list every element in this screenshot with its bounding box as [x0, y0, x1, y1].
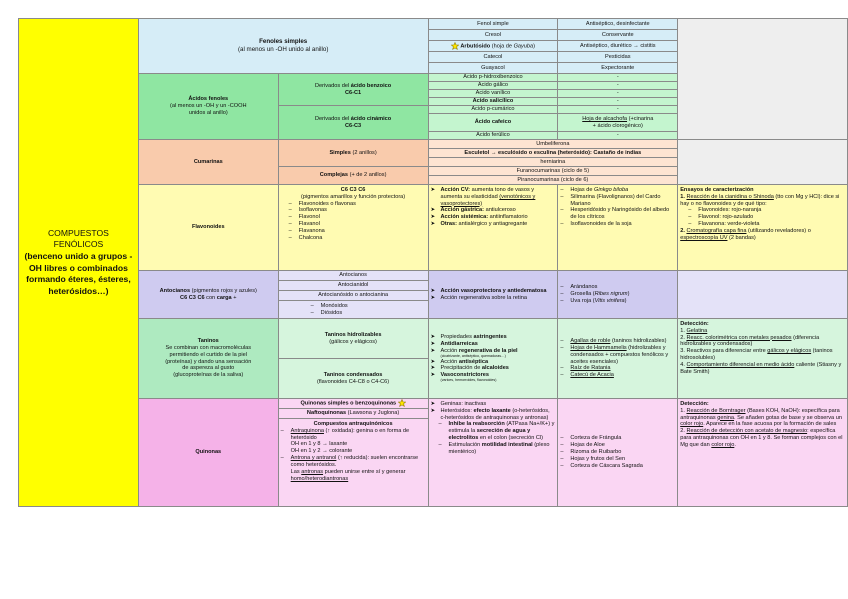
acid-name: Ácido vanílico: [428, 90, 558, 98]
fenoles-title: Fenoles simples: [259, 38, 308, 46]
benzoico-formula: C6-C1: [345, 89, 362, 96]
acid-name: Ácido p-cumárico: [428, 106, 558, 114]
fenol-name-text: ): [533, 43, 536, 50]
acid-use: -: [558, 106, 678, 114]
essay-item: 2. Cromatografía capa fina (utilizando reveladores) o espectroscopía UV (2 bandas): [680, 227, 811, 241]
flavonoides-header: Flavonoides: [138, 185, 278, 271]
flavonoides-desc: [278, 185, 428, 271]
taninos-hidrolizables: Taninos hidrolizables (gálicos y elágicos): [278, 319, 428, 359]
quin-sub: – Estimulación motilidad intestinal (plexo mientérico): [438, 441, 550, 455]
acid-use: -: [558, 74, 678, 82]
antociano-item: Antocianósido o antocianina: [278, 291, 428, 301]
fenoles-desc: (al menos un -OH unido al anillo): [237, 46, 329, 53]
tan-action: ➤ Acción regenerativa de la piel (cicatrizante, antiséptico, quemaduras…): [430, 347, 518, 358]
acid-use: [558, 114, 678, 132]
empty-cell: [678, 19, 848, 140]
antociano-item: Antocianidol: [278, 281, 428, 291]
flav-action: ➤ Otras: antialérgico y antiagregante: [430, 221, 528, 228]
fenol-name-italic: Gayuba: [513, 43, 534, 50]
essays-title: Ensayos de caracterización: [680, 187, 754, 193]
acidos-title: Ácidos fenoles: [188, 96, 229, 103]
fenol-name: Fenol simple: [428, 19, 558, 30]
flav-type: – Chalcona: [288, 234, 323, 241]
main-title-line: COMPUESTOS: [47, 227, 109, 238]
flav-source: – Silimarina (Flavolignanos) del Cardo Mariano: [560, 193, 661, 207]
cinamico-pre: Derivados del: [314, 115, 351, 122]
taninos-detection: Detección: 1. Gelatina 2. Reacc. colorimétrica con metales pesados (diferencia hidrolizables y condensados) 3. Reactivos para diferenciar entre gálicos y elágicos (taninos hidrosolubles) 4. Comportamiento diferencial en medio ácido caliente (Stiasny y Bate Smith): [678, 319, 848, 399]
flav-desc: (pigmentos amarillos y función protectora): [301, 193, 406, 200]
flavonoides-essays: [678, 185, 848, 271]
empty-cell: [678, 271, 848, 319]
star-icon: [398, 399, 406, 407]
quinonas-detection: Detección: 1. Reacción de Borntrager (Bases KOH, NaOH): específica para antraquinonas genina. Se añaden gotas de base y se observa un color rojo. Aparece en la fase acuosa por la formación de sales 2. Reacción de detección con acetato de magnesio: específica para antraquinonas con OH en 1 y 8. Se forman complejos con el Mg que dan color rojo.: [678, 399, 848, 507]
flav-type: – Flavanol: [288, 221, 320, 228]
quin-source: – Hojas y frutos del Sen: [560, 455, 626, 462]
quinonas-header: Quinonas: [138, 399, 278, 507]
benzoico-pre: Derivados del: [315, 82, 351, 89]
acidos-desc: unidos al anillo): [188, 109, 228, 116]
taninos-actions: [428, 319, 558, 399]
tan-action: ➤ Precipitación de alcaloides: [430, 365, 509, 372]
tan-source: – Hojas de Hammamelis (hidrolizables y condensados + compuestos fenólicos y aceites esenciales): [560, 344, 669, 365]
flav-type: – Flavonol: [288, 214, 320, 221]
quinonas-sources: [558, 399, 678, 507]
cumarinas-complejas: Complejas (+ de 2 anillos): [278, 167, 428, 185]
acid-use: -: [558, 98, 678, 106]
tan-action: ➤ Propiedades astringentes: [430, 334, 507, 341]
quin-source: – Rizoma de Ruibarbo: [560, 449, 622, 456]
anto-action: ➤ Acción regenerativa sobre la retina: [430, 294, 527, 301]
taninos-condensados: Taninos condensados (flavonoides C4-C8 o C4-C6): [278, 359, 428, 399]
cumarina-item: Piranocumarinas (ciclo de 6): [428, 176, 678, 185]
essay-color: – Flavonol: rojo-azulado: [688, 214, 754, 221]
quin-action: ➤ Geninas: inactivas: [430, 401, 487, 407]
detection-item: 1. Reacción de Borntrager (Bases KOH, NaOH): específica para antraquinonas genina. Se añaden gotas de base y se observa un color rojo. Aparece en la fase acuosa por la formación de sales: [680, 407, 842, 428]
quinonas-simples: Quinonas simples o benzoquinonas: [278, 399, 428, 409]
tan-source: – Catecú de Acacia: [560, 372, 614, 379]
star-icon: [451, 42, 459, 50]
cumarina-item: Umbeliferona: [428, 140, 678, 149]
quinonas-nafto: Naftoquinonas (Lawsona y Juglona): [278, 409, 428, 419]
main-subtitle-line: formando éteres, ésteres,: [26, 274, 131, 285]
acidos-desc: (al menos un -OH y un -COOH: [170, 103, 247, 110]
fenol-use: Antiséptico, desinfectante: [558, 19, 678, 30]
anto-source: – Uva roja (Vitis vinifera): [560, 297, 627, 304]
fenol-name: Cresol: [428, 30, 558, 41]
fenoles-header: [138, 19, 428, 74]
quin-source: – Hojas de Aloe: [560, 442, 605, 449]
tan-source: – Raíz de Ratania: [560, 365, 611, 372]
essay-item: 1. Reacción de la cianidina o Shinoda (tto con Mg y HCl): dice si hay o no flavonoides y de qué tipo:: [680, 193, 840, 207]
tan-action: ➤ Vasoconstrictores (varices, hemorroides, flavonoides): [430, 372, 497, 382]
empty-cell: [678, 140, 848, 185]
flav-source: – Hojas de Ginkgo biloba: [560, 187, 629, 193]
anto-source: – Arándanos: [560, 284, 598, 291]
fenol-name: [428, 41, 558, 52]
flav-formula: C6 C3 C6: [340, 187, 366, 193]
tan-source: – Agallas de roble (taninos hidrolizables): [560, 338, 667, 345]
taninos-sources: [558, 319, 678, 399]
fenol-use: Conservante: [558, 30, 678, 41]
main-category-cell: [19, 19, 139, 507]
fenol-use: Antiséptico, diurético → cistitis: [558, 41, 678, 52]
acid-use-text: (+cinarina: [627, 115, 654, 122]
main-subtitle-line: OH libres o combinados: [29, 262, 128, 273]
flav-type: – Flavonoides o flavonas: [288, 200, 356, 207]
acid-use-text: + ácido clorogénico): [592, 122, 643, 129]
fenol-name-text: (hoja de: [490, 43, 514, 50]
quin-source: – Corteza de Frángula: [560, 435, 622, 442]
quinonas-actions: [428, 399, 558, 507]
acid-name: Ácido cafeico: [428, 114, 558, 132]
flav-action: ➤ Acción CV: aumenta tono de vasos y aumenta su elasticidad (venotónicos y vasoprotectores): [430, 187, 536, 207]
cumarinas-header: Cumarinas: [138, 140, 278, 185]
acid-name: Ácido p-hidroxibenzoico: [428, 74, 558, 82]
antociano-sub: – Monósidos – Diósidos: [278, 301, 428, 319]
quin-sub: – Inhibe la reabsorción (ATPasa Na+/K+) y estimula la secreción de agua y electrolitos en el colon (secreción Cl): [438, 421, 555, 442]
main-subtitle-line: (benceno unido a grupos -: [24, 250, 133, 261]
fenol-use: Expectorante: [558, 63, 678, 74]
essay-color: – Flavanona: verde-violeta: [688, 221, 760, 228]
acid-use: -: [558, 132, 678, 140]
fenol-name-bold: Arbutósido: [460, 43, 491, 50]
benzoico-header: [278, 74, 428, 106]
tan-action: ➤ Antidiarreicas: [430, 340, 478, 347]
main-subtitle-line: heterósidos…): [48, 285, 109, 296]
flav-action: ➤ Acción gástrica: antiulceroso: [430, 207, 516, 214]
cumarinas-simples: Simples (2 anillos): [278, 140, 428, 167]
flav-source: – Isoflavonoides de la soja: [560, 221, 632, 228]
antocianos-header: Antocianos (pigmentos rojos y azules) C6 C3 C6 con carga +: [138, 271, 278, 319]
fenol-use: Pesticidas: [558, 52, 678, 63]
acidos-header: [138, 74, 278, 140]
antra-item: – Antraquinona (↑ oxidada): genina o en forma de heterósido: [280, 427, 410, 441]
fenol-name: Guayacol: [428, 63, 558, 74]
tan-action: ➤ Acción antiséptica: [430, 358, 489, 365]
anto-action: ➤ Acción vasoprotectora y antiedematosa: [430, 287, 547, 294]
detection-item: 4. Comportamiento diferencial en medio ácido caliente (Stiasny y Bate Smith): [680, 361, 842, 375]
detection-item: 3. Reactivos para diferenciar entre gálicos y elágicos (taninos hidrosolubles): [680, 348, 833, 362]
antocianos-actions: [428, 271, 558, 319]
cumarina-item: Esculetol → esculósido o esculina (heterósido): Castaño de indias: [428, 149, 678, 158]
phenolics-table: [18, 18, 848, 507]
detection-item: 2. Reacción de detección con acetato de magnesio: específica para antraquinonas con OH en 1 y 8. Se forman complejos con el Mg que dan color rojo.: [680, 428, 843, 448]
flav-type: – Flavanona: [288, 227, 325, 234]
quinonas-antra: Compuestos antraquinónicos – Antraquinona (↑ oxidada): genina o en forma de heterósido OH en 1 y 8 → laxante OH en 1 y 2 → colorante – Antrona y antranol (↑ reducida): suelen encontrarse como heterósidos. Las antronas pueden unirse entre sí y generar homo/heterodiantronas: [278, 419, 428, 507]
cumarina-item: herniarina: [428, 158, 678, 167]
antociano-item: Antocianos: [278, 271, 428, 281]
cinamico-bold: ácido cinámico: [350, 115, 392, 122]
main-title-line: FENÓLICOS: [53, 239, 104, 250]
acid-name: Ácido salicílico: [428, 98, 558, 106]
cinamico-header: [278, 106, 428, 140]
acid-use: -: [558, 90, 678, 98]
benzoico-bold: ácido benzoico: [350, 82, 392, 89]
cumarina-item: Furanocumarinas (ciclo de 5): [428, 167, 678, 176]
flav-action: ➤ Acción sistémica: antiinflamatorio: [430, 214, 528, 221]
taninos-header: Taninos Se combinan con macromoléculas permitiendo el curtido de la piel (proteínas) y dando una sensación de aspereza al gusto (glucoproteínas de la saliva): [138, 319, 278, 399]
detection-item: 2. Reacc. colorimétrica con metales pesados (diferencia hidrolizables y condensados): [680, 334, 820, 348]
flavonoides-actions: [428, 185, 558, 271]
quin-source: – Corteza de Cáscara Sagrada: [560, 462, 643, 469]
essay-color: – Flavonoides: rojo-naranja: [688, 207, 762, 214]
antra-item: – Antrona y antranol (↑ reducida): suelen encontrarse como heterósidos.: [280, 455, 419, 468]
flavonoides-sources: [558, 185, 678, 271]
flav-type: – Isoflavonas: [288, 207, 327, 214]
fenol-name: Catecol: [428, 52, 558, 63]
acid-use-link: Hoja de alcachofa: [582, 115, 628, 122]
flav-source: – Hesperidósido y Naringósido del albedo de los cítricos: [560, 207, 670, 221]
acid-use: -: [558, 82, 678, 90]
acid-name: Ácido ferúlico: [428, 132, 558, 140]
antocianos-sources: [558, 271, 678, 319]
anto-source: – Grosella (Ribes nigrum): [560, 291, 630, 298]
cinamico-formula: C6-C3: [345, 122, 362, 129]
detection-item: 1. Gelatina: [680, 327, 708, 334]
acid-name: Ácido gálico: [428, 82, 558, 90]
quin-action: ➤ Heterósidos: efecto laxante (o-heterósidos, c-heterósidos de antraquinonas y antronas): [430, 407, 550, 421]
